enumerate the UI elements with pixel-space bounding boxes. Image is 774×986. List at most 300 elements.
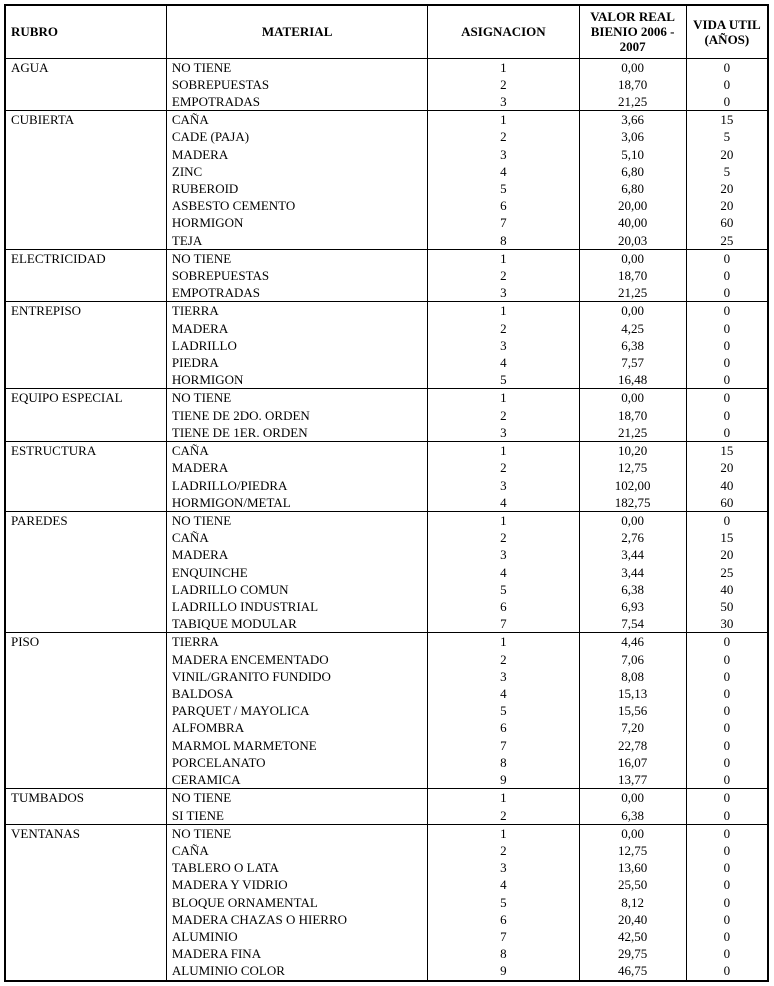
rubro-cell	[5, 771, 166, 789]
table-row	[5, 719, 768, 736]
material-cell: EMPOTRADAS	[166, 93, 427, 111]
asignacion-cell: 2	[428, 267, 579, 284]
rubro-cell	[5, 76, 166, 93]
valor-cell: 16,48	[579, 371, 686, 389]
valor-cell: 0,00	[579, 302, 686, 320]
rubro-cell: ESTRUCTURA	[5, 442, 166, 460]
rubro-cell	[5, 180, 166, 197]
table-row	[5, 928, 768, 945]
table-row	[5, 807, 768, 825]
vida-cell: 0	[686, 911, 768, 928]
vida-cell: 5	[686, 163, 768, 180]
rubro-cell	[5, 737, 166, 754]
asignacion-cell: 7	[428, 615, 579, 633]
header-vida: VIDA UTIL (AÑOS)	[686, 5, 768, 58]
asignacion-cell: 5	[428, 702, 579, 719]
table-row	[5, 789, 768, 807]
vida-cell: 0	[686, 249, 768, 267]
asignacion-cell: 2	[428, 76, 579, 93]
table-row	[5, 180, 768, 197]
vida-cell: 40	[686, 581, 768, 598]
vida-cell: 50	[686, 598, 768, 615]
table-header	[5, 5, 768, 58]
asignacion-cell: 1	[428, 633, 579, 651]
vida-cell: 60	[686, 494, 768, 512]
valor-cell: 18,70	[579, 407, 686, 424]
valor-cell: 6,80	[579, 163, 686, 180]
header-asignacion: ASIGNACION	[428, 5, 579, 58]
asignacion-cell: 2	[428, 807, 579, 825]
table-row	[5, 424, 768, 442]
asignacion-cell: 2	[428, 128, 579, 145]
table-row	[5, 320, 768, 337]
vida-cell: 0	[686, 807, 768, 825]
asignacion-cell: 3	[428, 668, 579, 685]
asignacion-cell: 8	[428, 232, 579, 250]
vida-cell: 0	[686, 511, 768, 529]
rubro-cell	[5, 754, 166, 771]
material-cell: TIENE DE 1ER. ORDEN	[166, 424, 427, 442]
table-row	[5, 511, 768, 529]
rubro-cell	[5, 894, 166, 911]
rubro-cell	[5, 371, 166, 389]
material-cell: NO TIENE	[166, 789, 427, 807]
material-cell: PIEDRA	[166, 354, 427, 371]
table-row	[5, 389, 768, 407]
vida-cell: 0	[686, 668, 768, 685]
asignacion-cell: 2	[428, 407, 579, 424]
asignacion-cell: 3	[428, 284, 579, 302]
material-cell: HORMIGON	[166, 214, 427, 231]
table-row	[5, 581, 768, 598]
asignacion-cell: 6	[428, 598, 579, 615]
table-row	[5, 876, 768, 893]
rubro-cell	[5, 267, 166, 284]
valor-cell: 12,75	[579, 459, 686, 476]
valor-cell: 3,66	[579, 111, 686, 129]
table-row	[5, 163, 768, 180]
material-cell: MARMOL MARMETONE	[166, 737, 427, 754]
valor-cell: 21,25	[579, 424, 686, 442]
valor-cell: 15,13	[579, 685, 686, 702]
material-cell: MADERA	[166, 546, 427, 563]
rubro-cell	[5, 529, 166, 546]
table-row	[5, 754, 768, 771]
valor-cell: 25,50	[579, 876, 686, 893]
material-cell: TABIQUE MODULAR	[166, 615, 427, 633]
material-cell: LADRILLO/PIEDRA	[166, 477, 427, 494]
table-row	[5, 214, 768, 231]
table-row	[5, 945, 768, 962]
material-cell: CERAMICA	[166, 771, 427, 789]
rubro-cell	[5, 424, 166, 442]
table-row	[5, 93, 768, 111]
materials-table	[4, 4, 769, 982]
valor-cell: 6,38	[579, 807, 686, 825]
rubro-cell	[5, 581, 166, 598]
rubro-cell	[5, 459, 166, 476]
table-row	[5, 354, 768, 371]
rubro-cell	[5, 146, 166, 163]
rubro-cell	[5, 928, 166, 945]
table-row	[5, 459, 768, 476]
valor-cell: 10,20	[579, 442, 686, 460]
valor-cell: 4,46	[579, 633, 686, 651]
asignacion-cell: 1	[428, 511, 579, 529]
valor-cell: 6,38	[579, 581, 686, 598]
rubro-cell	[5, 214, 166, 231]
material-cell: TABLERO O LATA	[166, 859, 427, 876]
material-cell: MADERA	[166, 320, 427, 337]
table-row	[5, 894, 768, 911]
vida-cell: 0	[686, 702, 768, 719]
material-cell: PORCELANATO	[166, 754, 427, 771]
table-row	[5, 598, 768, 615]
asignacion-cell: 5	[428, 894, 579, 911]
vida-cell: 5	[686, 128, 768, 145]
vida-cell: 20	[686, 546, 768, 563]
rubro-cell	[5, 962, 166, 981]
vida-cell: 0	[686, 424, 768, 442]
valor-cell: 182,75	[579, 494, 686, 512]
vida-cell: 0	[686, 320, 768, 337]
table-row	[5, 564, 768, 581]
table-row	[5, 267, 768, 284]
rubro-cell	[5, 407, 166, 424]
vida-cell: 0	[686, 737, 768, 754]
asignacion-cell: 1	[428, 58, 579, 76]
rubro-cell	[5, 546, 166, 563]
vida-cell: 0	[686, 842, 768, 859]
table-row	[5, 737, 768, 754]
rubro-cell: CUBIERTA	[5, 111, 166, 129]
table-row	[5, 111, 768, 129]
asignacion-cell: 5	[428, 581, 579, 598]
rubro-cell: ELECTRICIDAD	[5, 249, 166, 267]
asignacion-cell: 4	[428, 876, 579, 893]
table-row	[5, 371, 768, 389]
valor-cell: 7,06	[579, 651, 686, 668]
rubro-cell	[5, 494, 166, 512]
table-row	[5, 407, 768, 424]
material-cell: CAÑA	[166, 442, 427, 460]
asignacion-cell: 3	[428, 424, 579, 442]
vida-cell: 0	[686, 962, 768, 981]
table-row	[5, 859, 768, 876]
material-cell: LADRILLO	[166, 337, 427, 354]
material-cell: BLOQUE ORNAMENTAL	[166, 894, 427, 911]
asignacion-cell: 2	[428, 320, 579, 337]
asignacion-cell: 3	[428, 93, 579, 111]
valor-cell: 20,00	[579, 197, 686, 214]
material-cell: PARQUET / MAYOLICA	[166, 702, 427, 719]
asignacion-cell: 2	[428, 842, 579, 859]
table-row	[5, 302, 768, 320]
vida-cell: 0	[686, 685, 768, 702]
vida-cell: 15	[686, 111, 768, 129]
vida-cell: 25	[686, 232, 768, 250]
rubro-cell	[5, 807, 166, 825]
asignacion-cell: 6	[428, 719, 579, 736]
asignacion-cell: 3	[428, 859, 579, 876]
valor-cell: 5,10	[579, 146, 686, 163]
material-cell: NO TIENE	[166, 511, 427, 529]
material-cell: CAÑA	[166, 529, 427, 546]
material-cell: ASBESTO CEMENTO	[166, 197, 427, 214]
asignacion-cell: 2	[428, 529, 579, 546]
valor-cell: 8,12	[579, 894, 686, 911]
vida-cell: 0	[686, 633, 768, 651]
rubro-cell	[5, 320, 166, 337]
valor-cell: 0,00	[579, 789, 686, 807]
asignacion-cell: 9	[428, 771, 579, 789]
table-row	[5, 771, 768, 789]
asignacion-cell: 2	[428, 651, 579, 668]
asignacion-cell: 4	[428, 685, 579, 702]
rubro-cell	[5, 93, 166, 111]
rubro-cell	[5, 911, 166, 928]
material-cell: TIENE DE 2DO. ORDEN	[166, 407, 427, 424]
valor-cell: 21,25	[579, 93, 686, 111]
vida-cell: 0	[686, 651, 768, 668]
vida-cell: 0	[686, 407, 768, 424]
rubro-cell	[5, 859, 166, 876]
asignacion-cell: 1	[428, 824, 579, 842]
table-row	[5, 477, 768, 494]
vida-cell: 0	[686, 267, 768, 284]
asignacion-cell: 1	[428, 789, 579, 807]
table-row	[5, 76, 768, 93]
material-cell: ALUMINIO COLOR	[166, 962, 427, 981]
table-row	[5, 668, 768, 685]
header-material: MATERIAL	[166, 5, 427, 58]
valor-cell: 3,06	[579, 128, 686, 145]
rubro-cell	[5, 685, 166, 702]
valor-cell: 7,57	[579, 354, 686, 371]
asignacion-cell: 6	[428, 911, 579, 928]
rubro-cell: EQUIPO ESPECIAL	[5, 389, 166, 407]
valor-cell: 4,25	[579, 320, 686, 337]
rubro-cell	[5, 354, 166, 371]
asignacion-cell: 7	[428, 737, 579, 754]
vida-cell: 0	[686, 389, 768, 407]
vida-cell: 25	[686, 564, 768, 581]
material-cell: ZINC	[166, 163, 427, 180]
material-cell: NO TIENE	[166, 58, 427, 76]
asignacion-cell: 4	[428, 163, 579, 180]
asignacion-cell: 1	[428, 389, 579, 407]
valor-cell: 16,07	[579, 754, 686, 771]
vida-cell: 0	[686, 859, 768, 876]
valor-cell: 7,54	[579, 615, 686, 633]
valor-cell: 18,70	[579, 267, 686, 284]
material-cell: SI TIENE	[166, 807, 427, 825]
vida-cell: 0	[686, 754, 768, 771]
vida-cell: 0	[686, 93, 768, 111]
vida-cell: 0	[686, 354, 768, 371]
asignacion-cell: 3	[428, 337, 579, 354]
vida-cell: 0	[686, 945, 768, 962]
vida-cell: 15	[686, 529, 768, 546]
valor-cell: 6,38	[579, 337, 686, 354]
valor-cell: 40,00	[579, 214, 686, 231]
vida-cell: 20	[686, 197, 768, 214]
table-row	[5, 842, 768, 859]
asignacion-cell: 8	[428, 945, 579, 962]
rubro-cell: ENTREPISO	[5, 302, 166, 320]
rubro-cell	[5, 197, 166, 214]
rubro-cell	[5, 876, 166, 893]
material-cell: ALUMINIO	[166, 928, 427, 945]
table-row	[5, 651, 768, 668]
table-row	[5, 197, 768, 214]
rubro-cell	[5, 842, 166, 859]
valor-cell: 6,80	[579, 180, 686, 197]
material-cell: BALDOSA	[166, 685, 427, 702]
material-cell: HORMIGON	[166, 371, 427, 389]
asignacion-cell: 6	[428, 197, 579, 214]
table-row	[5, 337, 768, 354]
asignacion-cell: 1	[428, 111, 579, 129]
vida-cell: 15	[686, 442, 768, 460]
rubro-cell	[5, 284, 166, 302]
valor-cell: 3,44	[579, 546, 686, 563]
rubro-cell	[5, 945, 166, 962]
table-row	[5, 962, 768, 981]
material-cell: SOBREPUESTAS	[166, 76, 427, 93]
table-row	[5, 633, 768, 651]
valor-cell: 0,00	[579, 389, 686, 407]
valor-cell: 20,40	[579, 911, 686, 928]
valor-cell: 8,08	[579, 668, 686, 685]
material-cell: MADERA	[166, 146, 427, 163]
asignacion-cell: 3	[428, 146, 579, 163]
table-body	[5, 58, 768, 981]
vida-cell: 0	[686, 824, 768, 842]
material-cell: HORMIGON/METAL	[166, 494, 427, 512]
vida-cell: 0	[686, 337, 768, 354]
vida-cell: 0	[686, 284, 768, 302]
material-cell: CADE (PAJA)	[166, 128, 427, 145]
material-cell: MADERA Y VIDRIO	[166, 876, 427, 893]
rubro-cell: VENTANAS	[5, 824, 166, 842]
rubro-cell	[5, 668, 166, 685]
material-cell: EMPOTRADAS	[166, 284, 427, 302]
table-row	[5, 284, 768, 302]
rubro-cell	[5, 719, 166, 736]
valor-cell: 18,70	[579, 76, 686, 93]
rubro-cell	[5, 564, 166, 581]
material-cell: RUBEROID	[166, 180, 427, 197]
valor-cell: 12,75	[579, 842, 686, 859]
vida-cell: 40	[686, 477, 768, 494]
valor-cell: 0,00	[579, 824, 686, 842]
rubro-cell	[5, 163, 166, 180]
vida-cell: 0	[686, 771, 768, 789]
valor-cell: 3,44	[579, 564, 686, 581]
material-cell: VINIL/GRANITO FUNDIDO	[166, 668, 427, 685]
vida-cell: 0	[686, 928, 768, 945]
table-row	[5, 58, 768, 76]
rubro-cell	[5, 337, 166, 354]
vida-cell: 0	[686, 76, 768, 93]
material-cell: NO TIENE	[166, 824, 427, 842]
table-row	[5, 546, 768, 563]
vida-cell: 20	[686, 146, 768, 163]
material-cell: MADERA FINA	[166, 945, 427, 962]
material-cell: TEJA	[166, 232, 427, 250]
table-row	[5, 442, 768, 460]
valor-cell: 46,75	[579, 962, 686, 981]
vida-cell: 0	[686, 894, 768, 911]
valor-cell: 0,00	[579, 249, 686, 267]
material-cell: TIERRA	[166, 633, 427, 651]
asignacion-cell: 1	[428, 442, 579, 460]
vida-cell: 30	[686, 615, 768, 633]
table-row	[5, 685, 768, 702]
asignacion-cell: 2	[428, 459, 579, 476]
header-rubro: RUBRO	[5, 5, 166, 58]
header-valor: VALOR REAL BIENIO 2006 - 2007	[579, 5, 686, 58]
material-cell: NO TIENE	[166, 389, 427, 407]
table-row	[5, 824, 768, 842]
material-cell: ALFOMBRA	[166, 719, 427, 736]
vida-cell: 0	[686, 302, 768, 320]
vida-cell: 0	[686, 58, 768, 76]
rubro-cell	[5, 615, 166, 633]
table-row	[5, 232, 768, 250]
table-row	[5, 146, 768, 163]
valor-cell: 0,00	[579, 58, 686, 76]
asignacion-cell: 8	[428, 754, 579, 771]
valor-cell: 13,60	[579, 859, 686, 876]
rubro-cell	[5, 477, 166, 494]
rubro-cell	[5, 128, 166, 145]
vida-cell: 0	[686, 789, 768, 807]
asignacion-cell: 9	[428, 962, 579, 981]
material-cell: TIERRA	[166, 302, 427, 320]
material-cell: LADRILLO INDUSTRIAL	[166, 598, 427, 615]
valor-cell: 20,03	[579, 232, 686, 250]
material-cell: SOBREPUESTAS	[166, 267, 427, 284]
valor-cell: 21,25	[579, 284, 686, 302]
valor-cell: 22,78	[579, 737, 686, 754]
asignacion-cell: 7	[428, 928, 579, 945]
valor-cell: 42,50	[579, 928, 686, 945]
material-cell: MADERA	[166, 459, 427, 476]
table-row	[5, 615, 768, 633]
rubro-cell: TUMBADOS	[5, 789, 166, 807]
rubro-cell	[5, 598, 166, 615]
table-row	[5, 911, 768, 928]
asignacion-cell: 3	[428, 477, 579, 494]
asignacion-cell: 1	[428, 249, 579, 267]
material-cell: NO TIENE	[166, 249, 427, 267]
material-cell: CAÑA	[166, 111, 427, 129]
valor-cell: 6,93	[579, 598, 686, 615]
table-row	[5, 529, 768, 546]
valor-cell: 102,00	[579, 477, 686, 494]
asignacion-cell: 4	[428, 564, 579, 581]
vida-cell: 20	[686, 180, 768, 197]
rubro-cell	[5, 702, 166, 719]
material-cell: MADERA CHAZAS O HIERRO	[166, 911, 427, 928]
asignacion-cell: 3	[428, 546, 579, 563]
table-row	[5, 494, 768, 512]
rubro-cell: PISO	[5, 633, 166, 651]
valor-cell: 29,75	[579, 945, 686, 962]
vida-cell: 0	[686, 719, 768, 736]
